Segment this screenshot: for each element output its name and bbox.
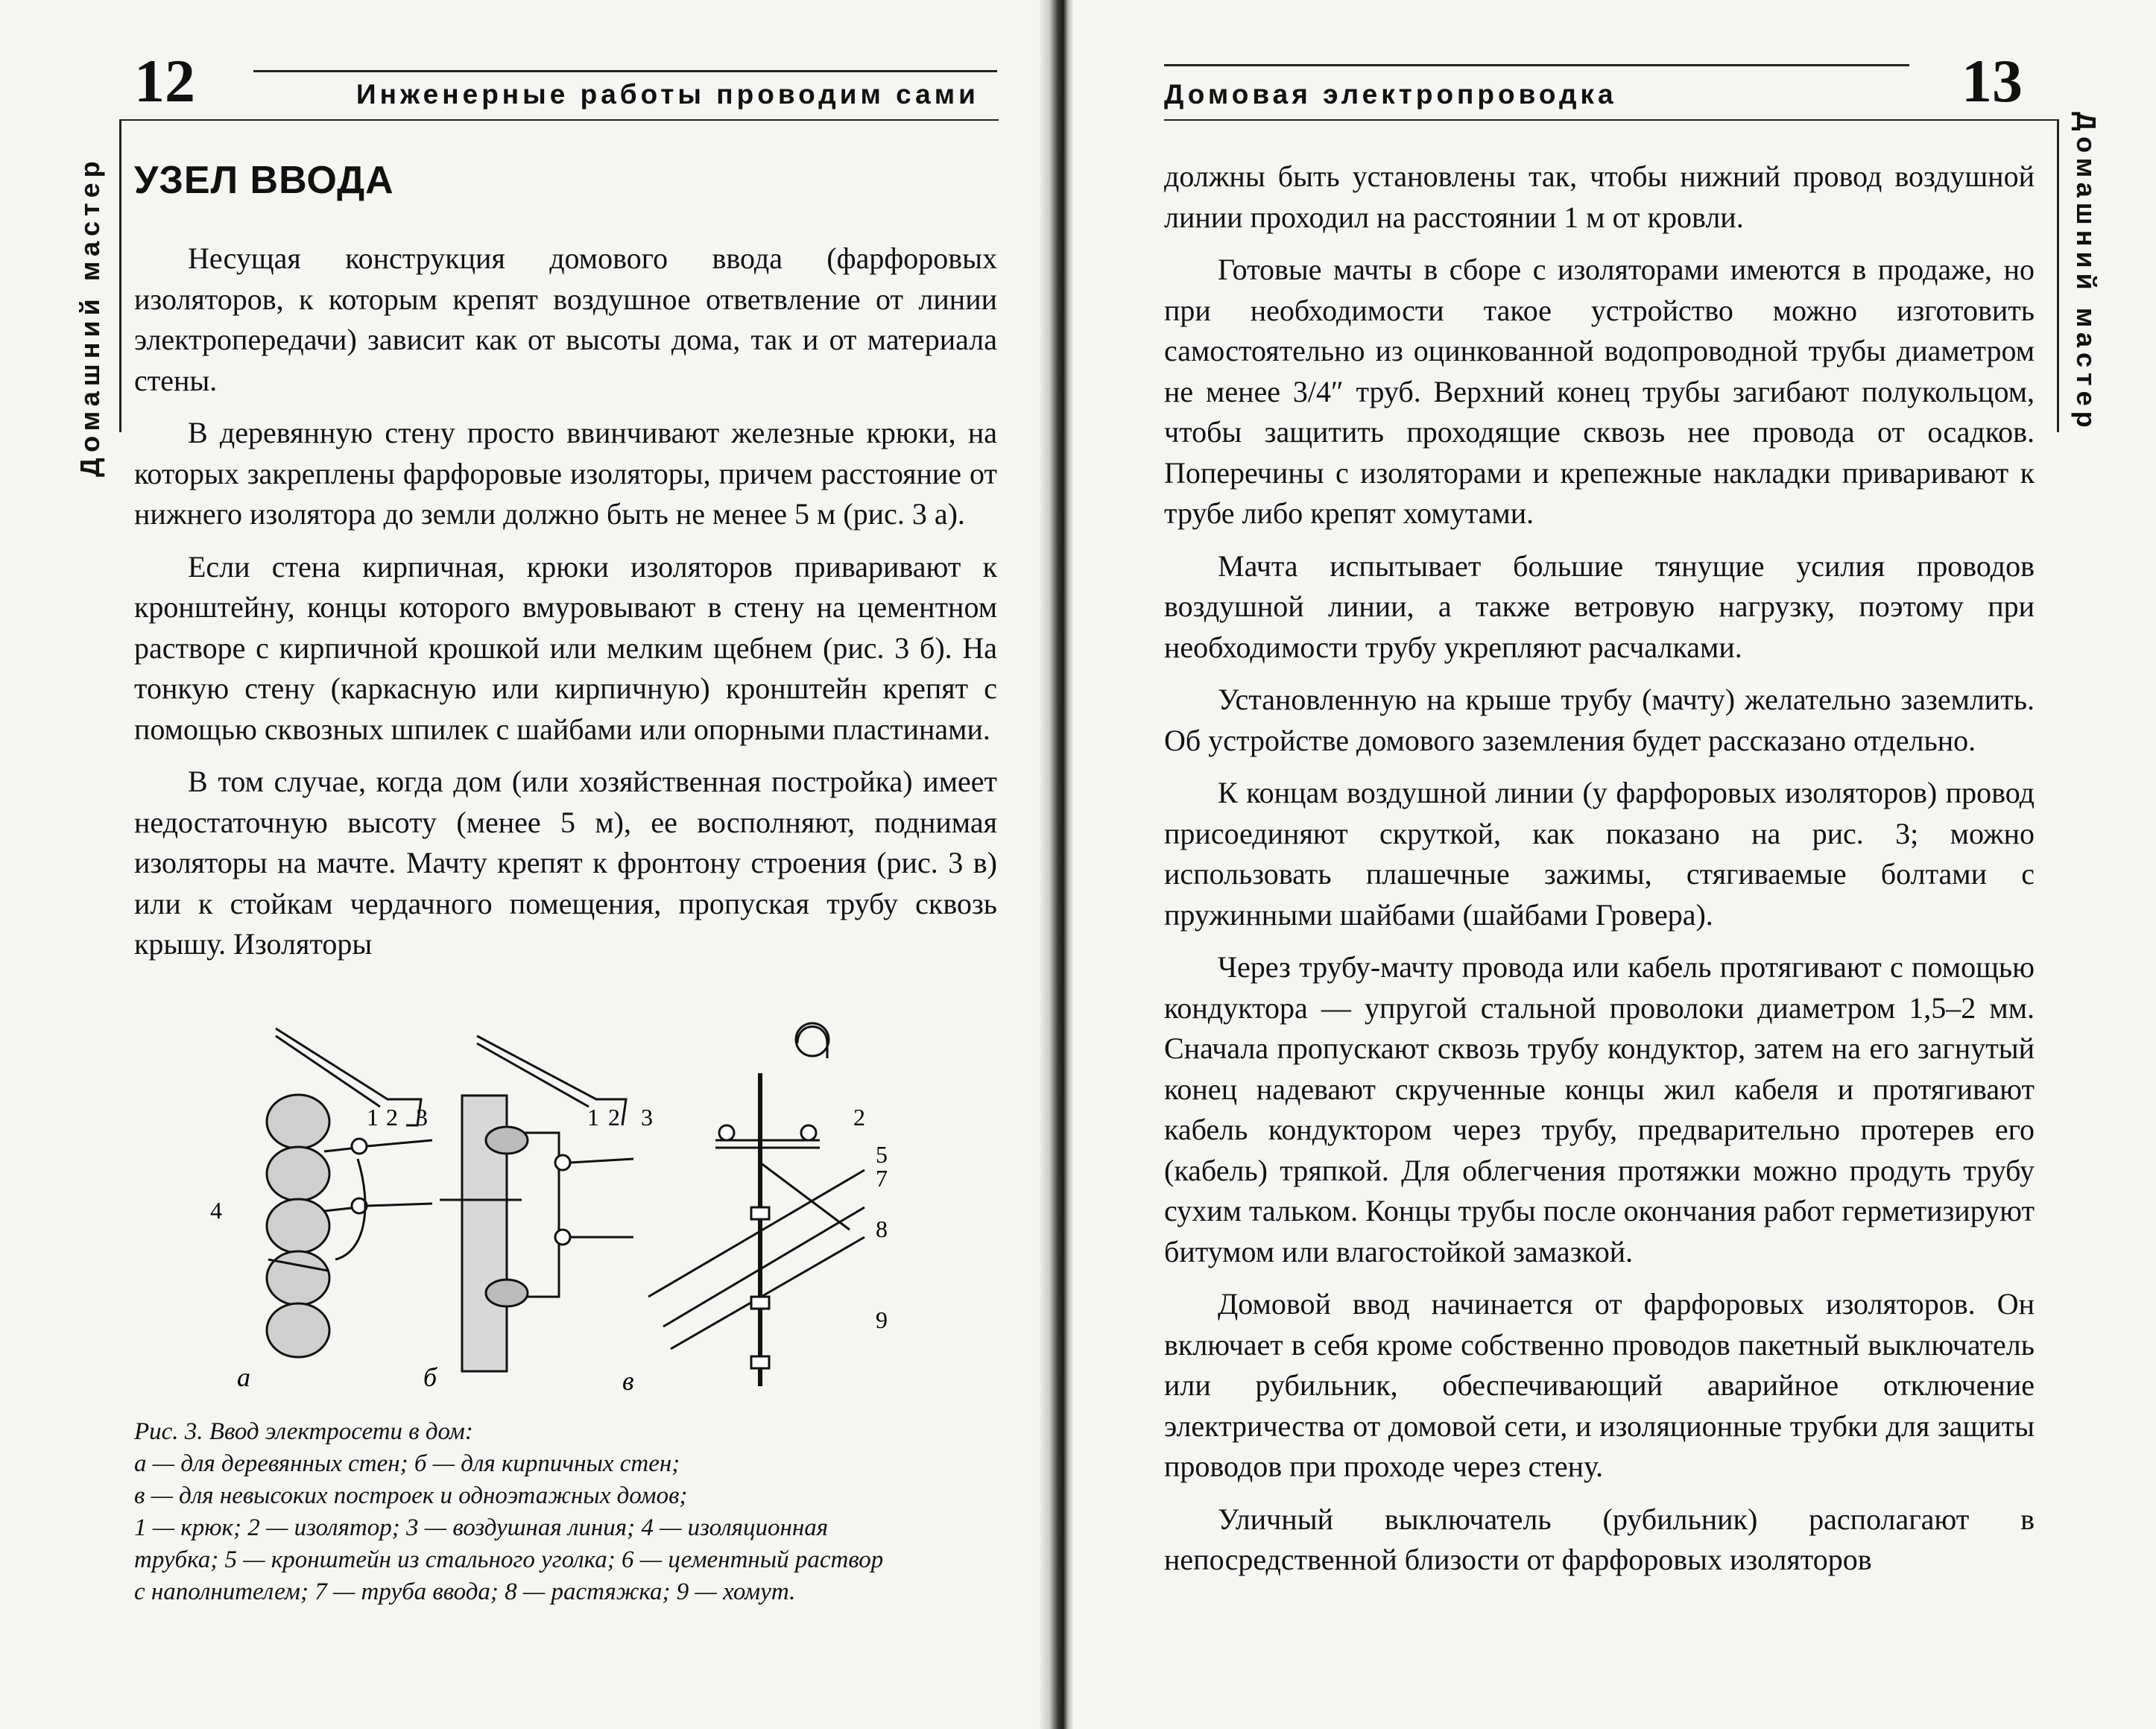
paragraph: Мачта испытывает большие тянущие усилия проводов воздушной линии, а также ветровую нагрузку, поэтому при необходимости трубу укрепляют расчалками.	[1164, 549, 2035, 664]
paragraph: В том случае, когда дом (или хозяйственная постройка) имеет недостаточную высоту (менее 5 м), ее восполняют, поднимая изоляторы на мачте. Мачту крепят к фронтону строения (рис. 3 в) или к стойкам чердачного помещения, пропуская трубу сквозь крышу. Изоляторы	[134, 765, 997, 961]
paragraph: Установленную на крыше трубу (мачту) желательно заземлить. Об устройстве домового заземления будет рассказано отдельно.	[1164, 683, 2035, 757]
paragraph: Уличный выключатель (рубильник) располагают в непосредственной близости от фарфоровых изоляторов	[1164, 1502, 2035, 1576]
running-head: Инженерные работы проводим сами	[356, 79, 979, 110]
caption-line: а — для деревянных стен; б — для кирпичных стен;	[134, 1450, 680, 1477]
caption-line: Рис. 3. Ввод электросети в дом:	[134, 1418, 473, 1445]
paragraph: должны быть установлены так, чтобы нижний провод воздушной линии проходил на расстоянии 1 м от кровли.	[1164, 159, 2035, 234]
running-head: Домовая электропроводка	[1164, 79, 1617, 110]
panel-c-drawing	[648, 1023, 864, 1386]
side-rule	[2057, 119, 2059, 432]
callout-number: 8	[876, 1216, 888, 1242]
page-number: 13	[1961, 47, 2023, 115]
paragraph: Готовые мачты в сборе с изоляторами имеются в продаже, но при необходимости такое устройство можно изготовить самостоятельно из оцинкованной водопроводной трубы диаметром не менее 3/4″ труб. Верхний конец трубы загибают полукольцом, чтобы защитить проходящие сквозь нее провода от осадков. Поперечины с изоляторами и крепежные накладки приваривают к трубе либо крепят хомутами.	[1164, 253, 2035, 530]
paragraph: Через трубу-мачту провода или кабель протягивают с помощью кондуктора — упругой стальной проволоки диаметром 1,5–2 мм. Сначала пропускают сквозь трубу кондуктор, затем на его загнутый конец надевают скрученные концы жил кабеля и протягивают кабель кондуктором через трубу, предварительно протерев его (кабель) тряпкой. Для облегчения протяжки можно продуть трубу сухим тальком. Концы трубы после окончания работ герметизируют битумом или влагостойкой замазкой.	[1164, 950, 2035, 1268]
section-title: УЗЕЛ ВВОДА	[134, 159, 394, 202]
header-rule	[1164, 64, 1909, 66]
figure-3-drawing	[194, 1014, 939, 1401]
paragraph: Несущая конструкция домового ввода (фарфоровых изоляторов, к которым крепят воздушное ответвление от линии электропередачи) зависит как от высоты дома, так и от материала стены.	[134, 241, 997, 397]
right-page	[1073, 0, 2156, 1729]
header-rule	[119, 119, 999, 121]
caption-line: 1 — крюк; 2 — изолятор; 3 — воздушная линия; 4 — изоляционная	[134, 1514, 829, 1541]
panel-label-c: в	[622, 1366, 634, 1396]
callout-number: 2	[608, 1104, 620, 1131]
side-tab: Домашний мастер	[75, 156, 105, 477]
panel-b-drawing	[440, 1036, 633, 1371]
callout-number: 9	[876, 1306, 888, 1333]
paragraph: В деревянную стену просто ввинчивают железные крюки, на которых закреплены фарфоровые изоляторы, причем расстояние от нижнего изолятора до земли должно быть не менее 5 м (рис. 3 а).	[134, 416, 997, 531]
figure-3	[194, 1014, 939, 1401]
left-page	[0, 0, 1051, 1729]
caption-line: трубка; 5 — кронштейн из стального уголка; 6 — цементный раствор	[134, 1546, 884, 1573]
callout-number: 3	[416, 1104, 428, 1131]
panel-a-drawing	[267, 1028, 432, 1357]
header-rule	[1164, 119, 2058, 121]
callout-number: 2	[386, 1104, 398, 1131]
caption-line: с наполнителем; 7 — труба ввода; 8 — растяжка; 9 — хомут.	[134, 1578, 796, 1605]
callout-number: 5	[876, 1141, 888, 1168]
book-gutter	[1040, 0, 1073, 1729]
callout-number: 7	[876, 1165, 888, 1192]
paragraph: Домовой ввод начинается от фарфоровых изоляторов. Он включает в себя кроме собственно проводов пакетный выключатель или рубильник, обеспечивающий аварийное отключение электричества от домовой сети, и изоляционные трубки для защиты проводов при проходе через стену.	[1164, 1287, 2035, 1483]
callout-number: 4	[210, 1197, 222, 1224]
callout-number: 3	[641, 1104, 653, 1131]
side-tab: Домашний мастер	[2071, 112, 2102, 433]
callout-number: 2	[853, 1104, 865, 1131]
paragraph: К концам воздушной линии (у фарфоровых изоляторов) провод присоединяют скруткой, как показано на рис. 3; можно использовать плашечные зажимы, стягиваемые болтами с пружинными шайбами (шайбами Гровера).	[1164, 776, 2035, 932]
callout-number: 1	[367, 1104, 379, 1131]
caption-line: в — для невысоких построек и одноэтажных домов;	[134, 1482, 688, 1509]
page-number: 12	[134, 47, 195, 115]
right-body-text	[1164, 157, 2035, 1593]
side-rule	[119, 119, 121, 432]
figure-caption	[134, 1416, 999, 1608]
header-rule	[253, 70, 997, 72]
paragraph: Если стена кирпичная, крюки изоляторов приваривают к кронштейну, концы которого вмуровывают в стену на цементном растворе с кирпичной крошкой или мелким щебнем (рис. 3 б). На тонкую стену (каркасную или кирпичную) кронштейн крепят с помощью сквозных шпилек с шайбами или опорными пластинами.	[134, 549, 997, 746]
panel-label-b: б	[423, 1362, 437, 1392]
left-body-text	[134, 238, 997, 977]
callout-number: 1	[587, 1104, 599, 1131]
panel-label-a: а	[237, 1362, 250, 1392]
